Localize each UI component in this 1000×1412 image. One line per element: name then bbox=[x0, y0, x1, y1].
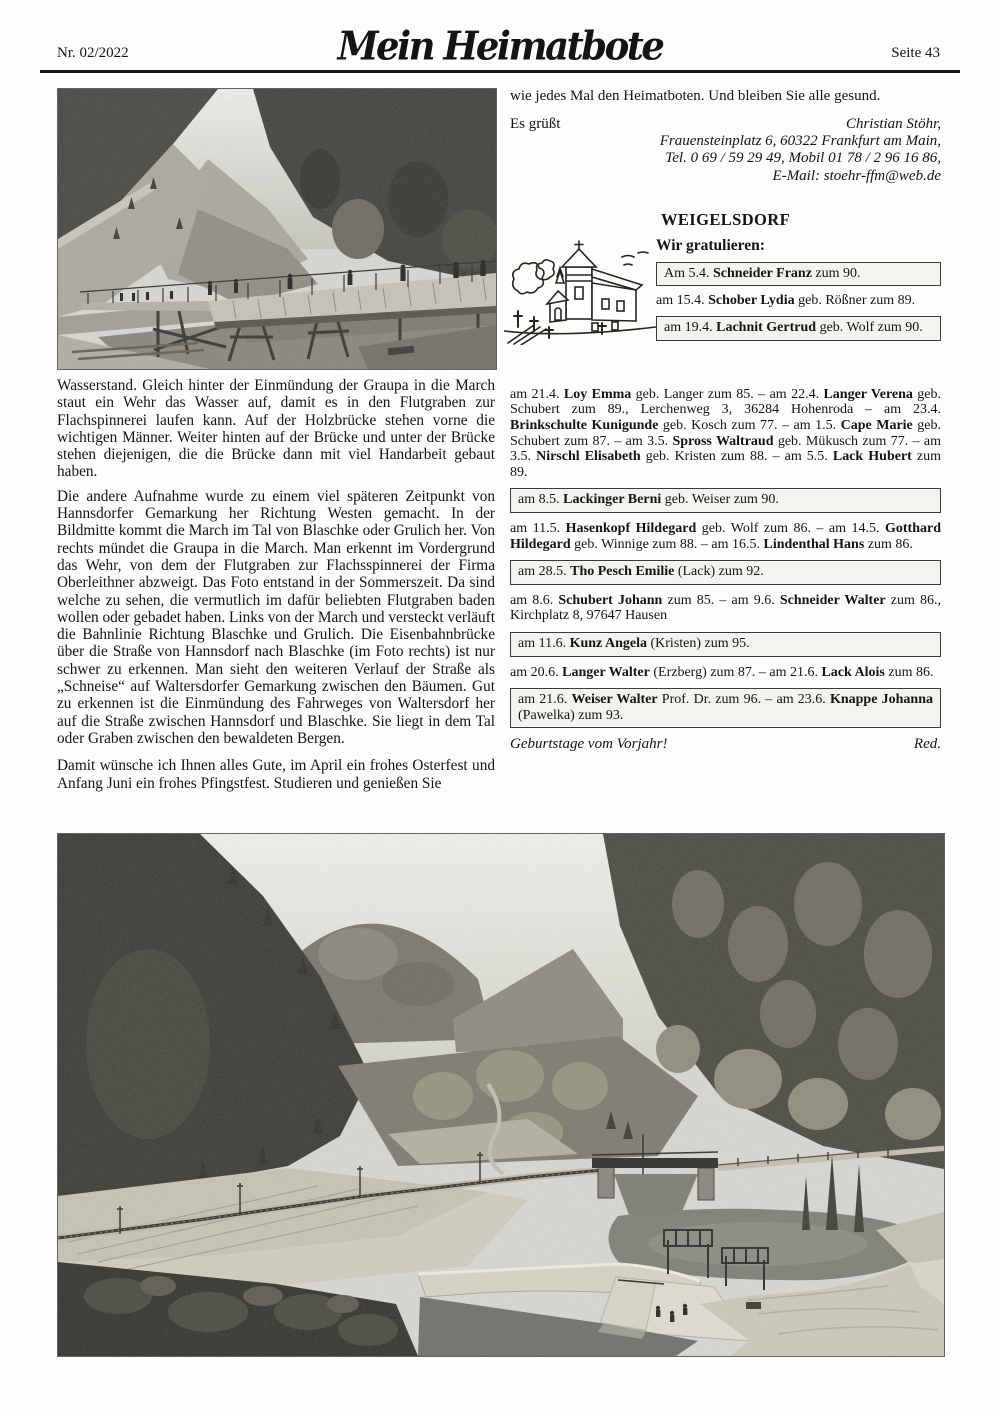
intro-line: wie jedes Mal den Heimatboten. Und bleiben Sie alle gesund. bbox=[510, 88, 881, 104]
person-name: Hasenkopf Hildegard bbox=[565, 520, 697, 536]
person-name: Schubert Johann bbox=[558, 592, 663, 608]
greeting-row bbox=[510, 116, 941, 185]
person-name: Kunz Angela bbox=[569, 635, 647, 651]
person-name: Spross Waltraud bbox=[672, 433, 774, 449]
person-name: Lachnit Gertrud bbox=[716, 320, 817, 335]
person-name: Knappe Johanna bbox=[829, 692, 933, 708]
congratulations-header-row bbox=[510, 237, 941, 377]
person-name: Schneider Franz bbox=[713, 265, 812, 281]
person-name: Lindenthal Hans bbox=[763, 536, 865, 552]
person-name: Lack Hubert bbox=[832, 449, 912, 465]
congrats-entry: am 21.6. Weiser Walter Prof. Dr. zum 96. – am 23.6. Knappe Johanna (Pawelka) zum 93. bbox=[510, 688, 941, 728]
valley-photo-art bbox=[58, 834, 944, 1356]
signature-line: Christian Stöhr, bbox=[845, 116, 941, 132]
congrats-entry: am 20.6. Langer Walter (Erzberg) zum 87. – am 21.6. Lack Alois zum 86. bbox=[510, 664, 934, 680]
person-name: Weiser Walter bbox=[571, 692, 658, 708]
person-name: Langer Walter bbox=[562, 664, 650, 680]
person-name: Langer Verena bbox=[823, 386, 913, 402]
body-paragraph: Damit wünsche ich Ihnen alles Gute, im April ein frohes Osterfest und Anfang Juni ein frohes Pfingstfest. Studieren und genießen Sie bbox=[57, 757, 495, 792]
congrats-entry: am 15.4. Schober Lydia geb. Rößner zum 89. bbox=[656, 293, 916, 309]
congrats-list-full bbox=[510, 387, 941, 729]
congrats-entry: am 21.4. Loy Emma geb. Langer zum 85. – am 22.4. Langer Verena geb. Schubert zum 89., Lerchenweg 3, 36284 Hohenroda – am 23.4. Brinkschulte Kunigunde geb. Kosch zum 77. – am 1.5. Cape Marie geb. Schubert zum 87. – am 3.5. Spross Waltraud geb. Mükusch zum 77. – am 3.5. Nirschl Elisabeth geb. Kristen zum 88. – am 5.5. Lack Hubert zum 89. bbox=[510, 386, 942, 480]
person-name: Schober Lydia bbox=[708, 293, 795, 309]
congrats-entry: Am 5.4. Schneider Franz zum 90. bbox=[656, 262, 941, 287]
footer-signoff: Red. bbox=[913, 736, 941, 753]
person-name: Brinkschulte Kunigunde bbox=[510, 418, 659, 433]
person-name: Gotthard Hildegard bbox=[510, 520, 941, 552]
signature-block bbox=[660, 116, 941, 185]
issue-number: Nr. 02/2022 bbox=[57, 45, 129, 61]
congrats-beside-church bbox=[656, 237, 941, 341]
body-paragraph: Die andere Aufnahme wurde zu einem viel späteren Zeitpunkt von Hannsdorfer Gemarkung her Richtung Westen gemacht. In der Bildmitte kommt die March im Tal von Blaschke oder Grulich her. Von rechts mündet die Graupa in die March. Man erkennt im Vordergrund das Wehr, von dem der Flutgraben zur Flachsspinnerei der Firma Oberleithner abzweigt. Das Foto entstand in der Sommerszeit. Da sind welche zu sehen, die vermutlich im dafür beliebten Flutgraben baden wollen oder gebadet haben. Links von der March und versteckt verläuft die Bahnlinie Richtung Blaschke und Grulich. Die Eisenbahnbrücke über die Straße von Hannsdorf nach Blaschke (im Foto rechts) ist nur schwer zu erkennen. Man sieht den weiteren Verlauf der Straße als „Schneise“ auf Waltersdorfer Gemarkung zwischen den Bäumen. Gut zu erkennen ist die Einmündung des Fahrweges von Waltersdorf her auf die Straße zwischen Hannsdorf und Blaschke. Sie liegt in dem Tal oder Graben zwischen den bewaldeten Bergen. bbox=[57, 487, 495, 747]
congrats-subtitle: Wir gratulieren: bbox=[656, 236, 765, 254]
bridge-construction-photo bbox=[57, 88, 497, 370]
congrats-list-beside bbox=[656, 262, 941, 341]
congrats-entry: am 11.6. Kunz Angela (Kristen) zum 95. bbox=[510, 632, 941, 657]
congrats-entry: am 28.5. Tho Pesch Emilie (Lack) zum 92. bbox=[510, 560, 941, 585]
masthead-title: Mein Heimatbote bbox=[337, 22, 663, 70]
signature-line: Tel. 0 69 / 59 29 49, Mobil 01 78 / 2 96 16 86, bbox=[665, 150, 941, 167]
right-column bbox=[510, 88, 941, 753]
person-name: Lack Alois bbox=[821, 664, 885, 680]
church-illustration bbox=[504, 239, 656, 345]
person-name: Cape Marie bbox=[840, 418, 913, 433]
page-number: Seite 43 bbox=[891, 45, 940, 61]
valley-weir-photo bbox=[57, 833, 945, 1357]
congrats-footer bbox=[510, 736, 941, 753]
footer-note: Geburtstage vom Vorjahr! bbox=[510, 736, 668, 753]
person-name: Tho Pesch Emilie bbox=[570, 564, 675, 580]
person-name: Nirschl Elisabeth bbox=[536, 449, 641, 465]
article-paragraphs bbox=[57, 377, 495, 799]
person-name: Loy Emma bbox=[563, 386, 632, 402]
greeting-text: Es grüßt bbox=[510, 116, 561, 132]
section-title: WEIGELSDORF bbox=[660, 209, 791, 229]
person-name: Schneider Walter bbox=[779, 592, 886, 608]
bridge-photo-art bbox=[58, 89, 496, 369]
signature-line: Frauensteinplatz 6, 60322 Frankfurt am Main, bbox=[659, 133, 941, 150]
congrats-entry: am 8.5. Lackinger Berni geb. Weiser zum 90. bbox=[510, 488, 941, 513]
header-rule bbox=[40, 70, 960, 73]
signature-line: E-Mail: stoehr-ffm@web.de bbox=[772, 167, 941, 184]
body-paragraph: Wasserstand. Gleich hinter der Einmündung der Graupa in die March staut ein Wehr das Wasser auf, damit es in den Flutgraben zur Flachspinnerei laufen kann. Auf der Holzbrücke stehen vorne die wichtigen Männer. Weiter hinten auf der Brücke und unter der Brücke stehen diejenigen, die die Brücke dann mit viel Handarbeit gebaut haben. bbox=[57, 377, 495, 481]
congrats-entry: am 11.5. Hasenkopf Hildegard geb. Wolf zum 86. – am 14.5. Gotthard Hildegard geb. Winnige zum 88. – am 16.5. Lindenthal Hans zum 86. bbox=[510, 520, 941, 552]
congrats-entry: am 8.6. Schubert Johann zum 85. – am 9.6. Schneider Walter zum 86., Kirchplatz 8, 97647 Hausen bbox=[510, 592, 942, 624]
person-name: Lackinger Berni bbox=[563, 492, 662, 508]
congrats-entry: am 19.4. Lachnit Gertrud geb. Wolf zum 90. bbox=[656, 316, 941, 341]
